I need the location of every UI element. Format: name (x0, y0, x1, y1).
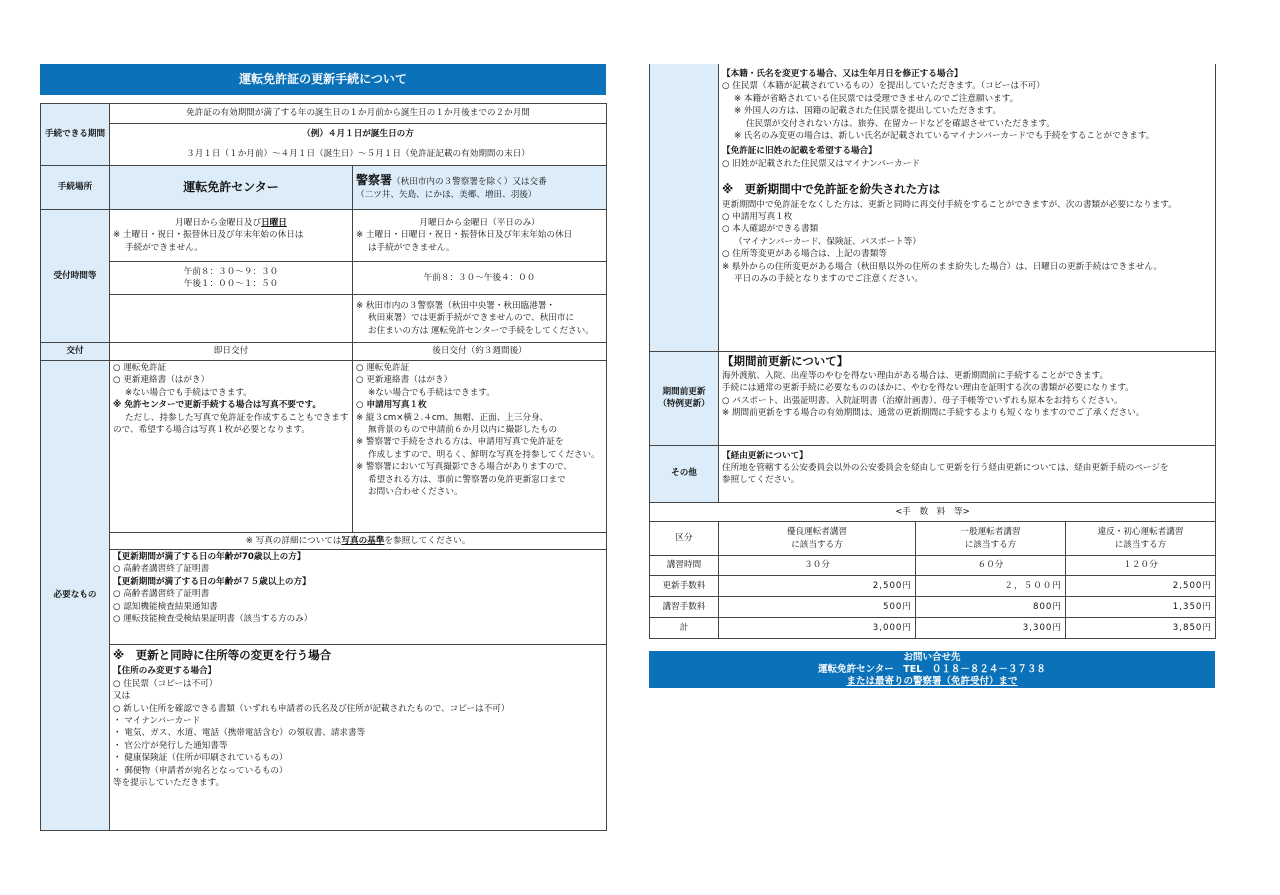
photo-note: ※ 写真の詳細については写真の基準を参照してください。 (110, 533, 607, 550)
contact-banner: お問い合せ先 運転免許センター TEL ０１８－８２４－３７３８ または最寄りの警察署（免許受付）まで (649, 651, 1215, 688)
place-label: 手続場所 (41, 166, 110, 210)
hours-police-days: 月曜日から金曜日（平日のみ） ※ 土曜日・日曜日・祝日・振替休日及び年末年始の休日 は手続ができません。 (353, 210, 607, 262)
fee-header-label: 区分 (650, 522, 719, 556)
right-table (649, 64, 1216, 503)
table-row: 講習手数料 500円 800円 1,350円 (650, 597, 1216, 618)
fee-header-col: 一般運転者講習 に該当する方 (916, 522, 1066, 556)
issue-center: 即日交付 (110, 343, 353, 361)
lost-license-title: ※ 更新期間中で免許証を紛失された方は (722, 182, 941, 197)
fee-title: <手 数 料 等> (650, 503, 1216, 522)
address-change-title: ※ 更新と同時に住所等の変更を行う場合 (113, 648, 332, 662)
other-label: その他 (650, 445, 719, 502)
fee-header-col: 優良運転者講習 に該当する方 (719, 522, 916, 556)
needs-police: ○ 運転免許証 ○ 更新連絡書（はがき） ※ない場合でも手続はできます。 ○ 申請用写真１枚 ※ 縦３cm×横２.４cm、無帽、正面、上三分身、 無背景のもので申請前６か月以内に撮影したもの ※ 警察署で手続をされる方は、申請用写真で免許証を 作成しますので、明るく、鮮明な写真を持参してください。 ※ 警察署において写真撮影できる場合がありますので、 希望される方は、事前に警察署の免許更新窓口まで お問い合わせください。 (353, 361, 607, 533)
fee-table (649, 502, 1216, 639)
early-renewal-section: 【期間前更新について】 海外渡航、入院、出産等のやむを得ない理由がある場合は、更新期間前に手続することができます。 手続には通常の更新手続に必要なもののほかに、やむを得ない理由を証明する次の書類が必要になります。 ○ パスポート、出張証明書、入院証明書（治療計画書）、母子手帳等でいずれも原本をお持ちください。 ※ 期間前更新をする場合の有効期間は、通常の更新期間に手続するよりも短くなりますのでご了承ください。 (719, 351, 1216, 445)
place-police-main: 警察署 (356, 173, 393, 188)
age-requirements: 【更新期間が満了する日の年齢が70歳以上の方】 ○ 高齢者講習終了証明書 【更新期間が満了する日の年齢が７５歳以上の方】 ○ 高齢者講習終了証明書 ○ 認知機能検査結果通知書 ○ 運転技能検査受検結果証明書（該当する方のみ） (110, 550, 607, 645)
place-police-note: （秋田市内の３警察署を除く）又は交番 (392, 177, 547, 188)
address-change-section: ※ 更新と同時に住所等の変更を行う場合 【住所のみ変更する場合】 ○ 住民票（コピーは不可） 又は ○ 新しい住所を確認できる書類（いずれも申請者の氏名及び住所が記載されたもので、コピーは不可） ・ マイナンバーカード ・ 電気、ガス、水道、電話（携帯電話含む）の領収書、請求書等 ・ 官公庁が発行した通知書等 ・ 健康保険証（住所が印刷されているもの） ・ 郵便物（申請者が宛名となっているもの） 等を提示していただきます。 (110, 645, 607, 831)
sunday-text: 日曜日 (261, 217, 287, 228)
table-row: 講習時間 ３０分 ６０分 １２０分 (650, 556, 1216, 576)
continued-label (650, 64, 719, 351)
place-police-sub: （二ツ井、矢島、にかほ、美郷、増田、羽後） (356, 189, 537, 200)
other-section: 【経由更新について】 住所地を管轄する公安委員会以外の公安委員会を経由して更新を行う経由更新については、経由更新手続のページを 参照してください。 (719, 445, 1216, 502)
procedure-table (40, 103, 607, 831)
needs-center: ○ 運転免許証 ○ 更新連絡書（はがき） ※ない場合でも手続はできます。 ※ 免許センターで更新手続する場合は写真不要です。 ただし、持参した写真で免許証を作成することもできます ので、希望する場合は写真１枚が必要となります。 (110, 361, 353, 533)
period-example: （例）４月１日が誕生日の方 (110, 124, 607, 144)
issue-police: 後日交付（約３週間後） (353, 343, 607, 361)
early-renewal-label: 期間前更新 （特例更新） (650, 351, 719, 445)
table-row: 更新手数料 2,500円 ２，５００円 2,500円 (650, 576, 1216, 597)
hours-center-days: 月曜日から金曜日及び日曜日 ※ 土曜日・祝日・振替休日及び年末年始の休日は 手続ができません。 (110, 210, 353, 262)
table-row: 計 3,000円 3,300円 3,850円 (650, 618, 1216, 639)
hours-label: 受付時間等 (41, 210, 110, 343)
needs-label: 必要なもの (41, 361, 110, 831)
hours-center-time: 午前８：３０～９：３０ 午後１：００～１：５０ (110, 262, 353, 295)
hours-center-empty (110, 295, 353, 343)
name-change-section: 【本籍・氏名を変更する場合、又は生年月日を修正する場合】 ○ 住民票（本籍が記載されているもの）を提出していただきます。（コピーは不可） ※ 本籍が省略されている住民票では受理できませんのでご注意願います。 ※ 外国人の方は、国籍の記載された住民票を提出していただきます。 住民票が交付されない方は、旅券、在留カードなどを確認させていただきます。 ※ 氏名のみ変更の場合は、新しい氏名が記載されているマイナンバーカードでも手続をすることができます。 【免許証に旧姓の記載を希望する場合】 ○ 旧姓が記載された住民票又はマイナンバーカード ※ 更新期間中で免許証を紛失された方は 更新期間中で免許証をなくした方は、更新と同時に再交付手続をすることができますが、次の書類が必要になります。 ○ 申請用写真１枚 ○ 本人確認ができる書類 （マイナンバーカード、保険証、パスポート等） ○ 住所等変更がある場合は、上記の書類等 ※ 県外からの住所変更がある場合（秋田県以外の住所のまま紛失した場合）は、日曜日の更新手続はできません。 平日のみの手続となりますのでご注意ください。 (719, 64, 1216, 351)
place-center: 運転免許センター (110, 166, 353, 210)
page-title: 運転免許証の更新手続について (40, 64, 606, 95)
hours-police-time: 午前８：３０～午後４：００ (353, 262, 607, 295)
photo-standard-link[interactable]: 写真の基準 (341, 535, 385, 546)
issue-label: 交付 (41, 343, 110, 361)
place-police (353, 166, 607, 210)
period-label: 手続できる期間 (41, 104, 110, 166)
period-line3: ３月１日（１か月前）～４月１日（誕生日）～５月１日（免許証記載の有効期間の末日） (110, 144, 607, 166)
period-line1: 免許証の有効期間が満了する年の誕生日の１か月前から誕生日の１か月後までの２か月間 (110, 104, 607, 124)
hours-police-extra: ※ 秋田市内の３警察署（秋田中央署・秋田臨港署・ 秋田東署）では更新手続ができませんので、秋田市に お住まいの方は 運転免許センターで手続をしてください。 (353, 295, 607, 343)
fee-header-col: 違反・初心運転者講習 に該当する方 (1066, 522, 1216, 556)
